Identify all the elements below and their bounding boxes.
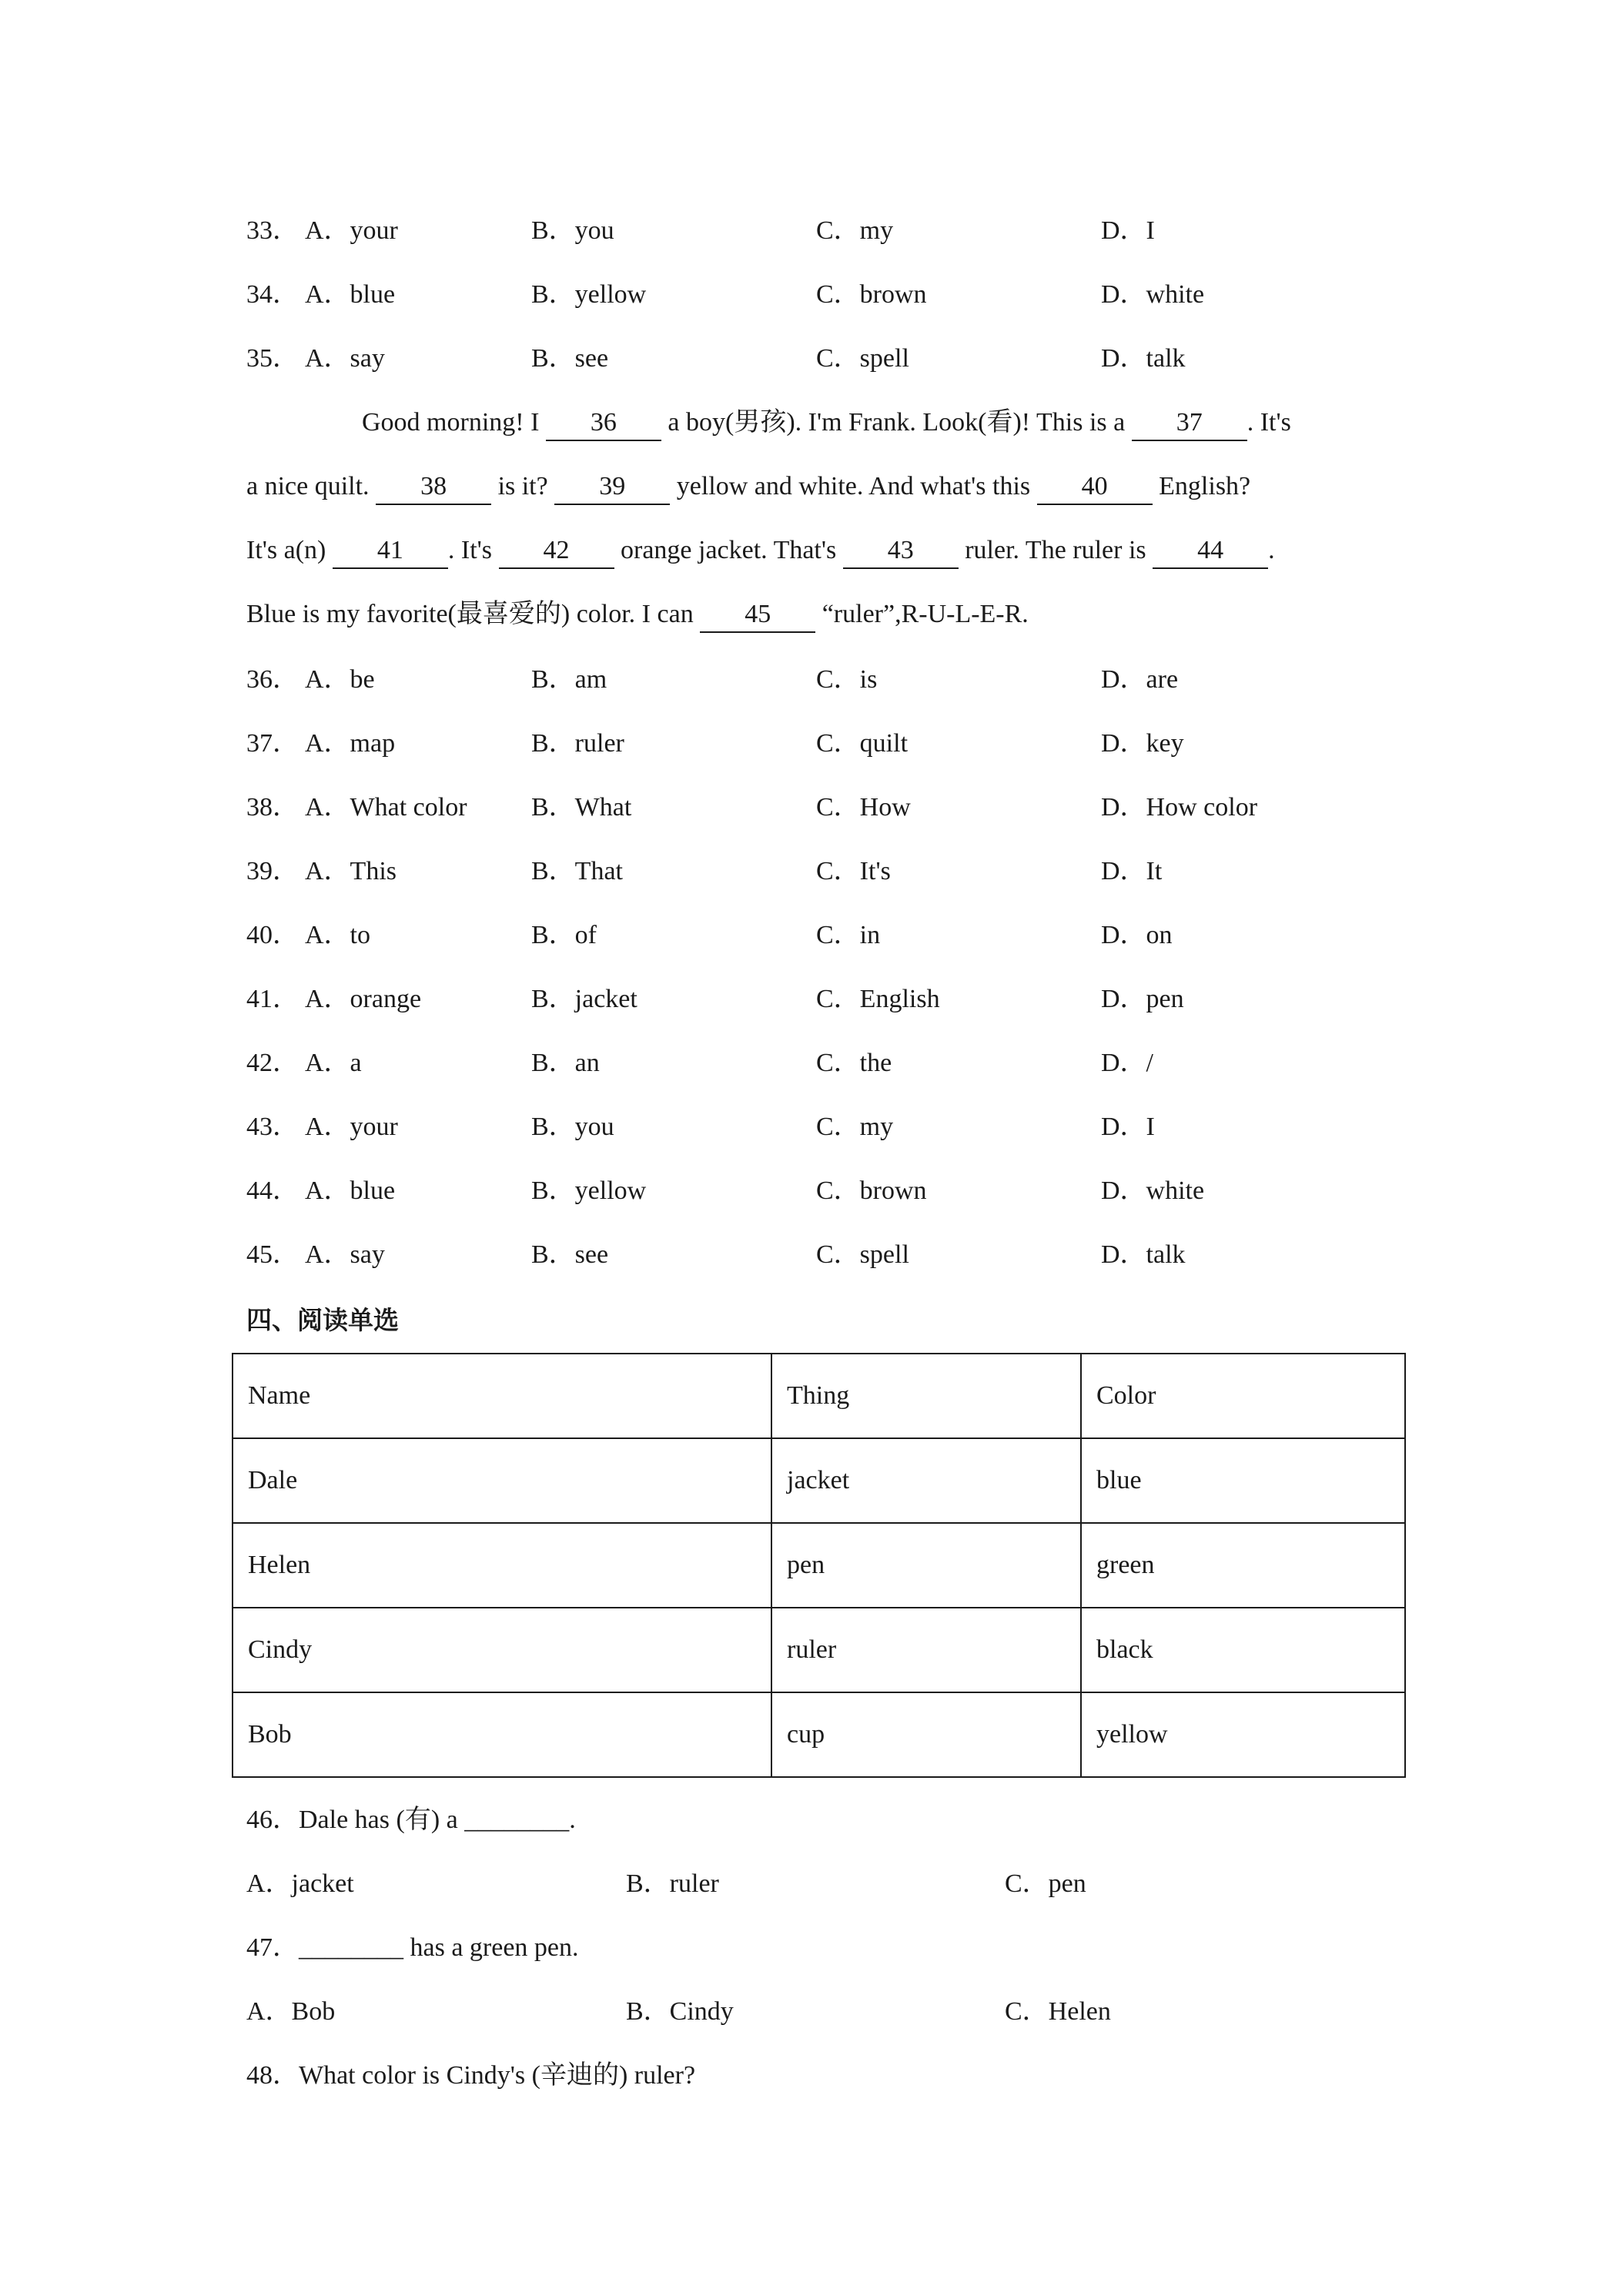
option-d: D．key — [1101, 729, 1184, 758]
table-cell: cup — [771, 1692, 1081, 1777]
table-cell: Dale — [233, 1438, 771, 1523]
question-39 — [246, 852, 1401, 891]
question-41 — [246, 980, 1401, 1019]
passage-text: English? — [1152, 472, 1251, 500]
option-b: B．you — [531, 216, 614, 245]
question-number: 40． — [246, 921, 299, 949]
option-d: D．I — [1101, 1113, 1155, 1141]
option-d: D．are — [1101, 665, 1179, 694]
passage-text: “ruler”,R-U-L-E-R. — [815, 600, 1029, 628]
option-d: D．How color — [1101, 793, 1258, 822]
option-c: C．spell — [816, 1240, 909, 1269]
option-c: C．English — [816, 985, 940, 1013]
option-a: A．be — [305, 665, 375, 694]
option-a: A．This — [305, 857, 397, 885]
blank-40: 40 — [1037, 470, 1153, 505]
question-46-options — [246, 1865, 1401, 1903]
passage-line-3 — [246, 531, 1275, 570]
option-d: D．white — [1101, 1176, 1205, 1205]
option-d: D．/ — [1101, 1049, 1153, 1077]
option-b: B．Cindy — [626, 1997, 734, 2026]
question-46-stem — [246, 1801, 1401, 1839]
table-header-cell: Color — [1081, 1354, 1405, 1438]
passage-text: Blue is my favorite(最喜爱的) color. I can — [246, 600, 701, 628]
option-a: A．say — [305, 344, 385, 373]
table-row — [233, 1608, 1405, 1692]
option-d: D．It — [1101, 857, 1163, 885]
question-47-options — [246, 1993, 1401, 2031]
question-43 — [246, 1108, 1401, 1146]
option-a: A．say — [305, 1240, 385, 1269]
question-36 — [246, 661, 1401, 699]
option-c: C．How — [816, 793, 911, 822]
passage-text: . It's — [447, 536, 499, 564]
option-c: C．my — [816, 1113, 894, 1141]
question-stem: 47．________ has a green pen. — [246, 1933, 579, 1962]
blank-38: 38 — [376, 470, 491, 505]
option-a: A．blue — [305, 1176, 396, 1205]
table-header-cell: Name — [233, 1354, 771, 1438]
option-c: C．in — [816, 921, 881, 949]
passage-text: a nice quilt. — [246, 472, 376, 500]
option-d: D．on — [1101, 921, 1173, 949]
option-a: A．Bob — [246, 1997, 336, 2026]
option-a: A．jacket — [246, 1869, 354, 1898]
option-c: C．brown — [816, 1176, 927, 1205]
question-45 — [246, 1236, 1401, 1274]
question-44 — [246, 1172, 1401, 1210]
option-a: A．your — [305, 216, 398, 245]
option-b: B．see — [531, 1240, 609, 1269]
question-number: 44． — [246, 1176, 299, 1205]
option-b: B．you — [531, 1113, 614, 1141]
table-cell: yellow — [1081, 1692, 1405, 1777]
blank-41: 41 — [333, 534, 448, 569]
question-number: 41． — [246, 985, 299, 1013]
option-b: B．That — [531, 857, 623, 885]
question-33 — [246, 212, 1401, 250]
question-stem: 46．Dale has (有) a ________. — [246, 1806, 576, 1834]
option-c: C．quilt — [816, 729, 909, 758]
passage-line-4 — [246, 595, 1029, 634]
question-number: 43． — [246, 1113, 299, 1141]
passage-text: Good morning! I — [362, 408, 546, 437]
option-d: D．white — [1101, 280, 1205, 309]
passage-line-1 — [362, 403, 1291, 442]
table-cell: Helen — [233, 1523, 771, 1608]
blank-42: 42 — [499, 534, 614, 569]
option-a: A．What color — [305, 793, 467, 822]
question-37 — [246, 725, 1401, 763]
table-cell: black — [1081, 1608, 1405, 1692]
question-number: 42． — [246, 1049, 299, 1077]
passage-text: ruler. The ruler is — [958, 536, 1153, 564]
question-number: 38． — [246, 793, 299, 822]
question-stem: 48．What color is Cindy's (辛迪的) ruler? — [246, 2061, 696, 2090]
question-48-stem — [246, 2057, 1401, 2095]
option-b: B．am — [531, 665, 607, 694]
option-a: A．to — [305, 921, 370, 949]
table-row — [233, 1523, 1405, 1608]
blank-36: 36 — [546, 406, 661, 441]
table-cell: jacket — [771, 1438, 1081, 1523]
option-c: C．Helen — [1005, 1997, 1111, 2026]
question-38 — [246, 788, 1401, 827]
passage-text: a boy(男孩). I'm Frank. Look(看)! This is a — [661, 408, 1132, 437]
option-d: D．I — [1101, 216, 1155, 245]
blank-45: 45 — [700, 597, 815, 633]
blank-39: 39 — [554, 470, 670, 505]
option-c: C．spell — [816, 344, 909, 373]
table-header-cell: Thing — [771, 1354, 1081, 1438]
passage-text: yellow and white. And what's this — [670, 472, 1037, 500]
option-b: B．ruler — [626, 1869, 719, 1898]
question-35 — [246, 340, 1401, 378]
blank-43: 43 — [843, 534, 959, 569]
passage-line-2 — [246, 467, 1250, 506]
table-cell: Bob — [233, 1692, 771, 1777]
passage-text: . — [1268, 536, 1275, 564]
option-a: A．your — [305, 1113, 398, 1141]
info-table — [232, 1353, 1406, 1778]
option-c: C．is — [816, 665, 878, 694]
question-number: 45． — [246, 1240, 299, 1269]
passage-text: is it? — [491, 472, 555, 500]
table-row — [233, 1692, 1405, 1777]
question-34 — [246, 276, 1401, 314]
passage-text: . It's — [1247, 408, 1291, 437]
option-b: B．What — [531, 793, 632, 822]
table-cell: ruler — [771, 1608, 1081, 1692]
section-heading: 四、阅读单选 — [246, 1305, 399, 1335]
question-number: 35． — [246, 344, 299, 373]
option-b: B．of — [531, 921, 597, 949]
option-a: A．a — [305, 1049, 362, 1077]
option-b: B．an — [531, 1049, 600, 1077]
question-number: 33． — [246, 216, 299, 245]
option-c: C．pen — [1005, 1869, 1086, 1898]
table-row — [233, 1438, 1405, 1523]
option-d: D．talk — [1101, 1240, 1186, 1269]
option-c: C．brown — [816, 280, 927, 309]
table-cell: pen — [771, 1523, 1081, 1608]
table-cell: Cindy — [233, 1608, 771, 1692]
question-number: 37． — [246, 729, 299, 758]
option-d: D．talk — [1101, 344, 1186, 373]
option-b: B．yellow — [531, 1176, 647, 1205]
blank-37: 37 — [1132, 406, 1247, 441]
question-number: 39． — [246, 857, 299, 885]
question-42 — [246, 1044, 1401, 1083]
option-c: C．my — [816, 216, 894, 245]
option-a: A．map — [305, 729, 396, 758]
table-header-row — [233, 1354, 1405, 1438]
option-c: C．It's — [816, 857, 891, 885]
option-b: B．ruler — [531, 729, 624, 758]
option-b: B．yellow — [531, 280, 647, 309]
blank-44: 44 — [1153, 534, 1268, 569]
question-47-stem — [246, 1929, 1401, 1967]
option-d: D．pen — [1101, 985, 1184, 1013]
passage-text: It's a(n) — [246, 536, 333, 564]
passage-text: orange jacket. That's — [614, 536, 843, 564]
question-40 — [246, 916, 1401, 955]
option-b: B．jacket — [531, 985, 637, 1013]
table-cell: blue — [1081, 1438, 1405, 1523]
question-number: 36． — [246, 665, 299, 694]
option-a: A．orange — [305, 985, 422, 1013]
option-a: A．blue — [305, 280, 396, 309]
table-cell: green — [1081, 1523, 1405, 1608]
option-c: C．the — [816, 1049, 892, 1077]
option-b: B．see — [531, 344, 609, 373]
question-number: 34． — [246, 280, 299, 309]
